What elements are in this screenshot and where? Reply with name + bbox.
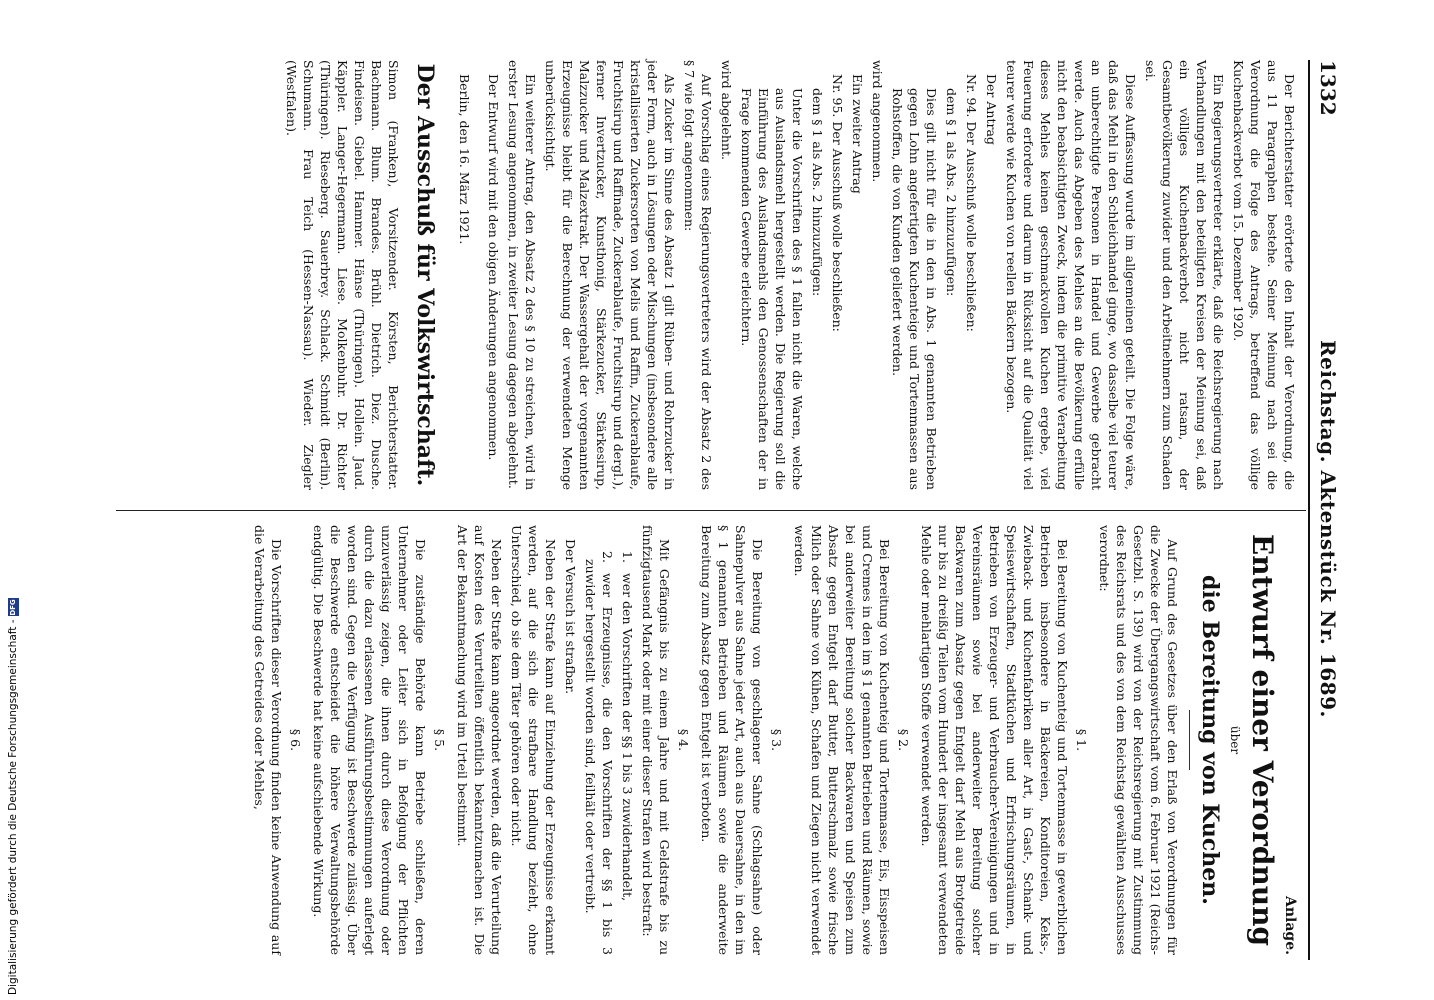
motion-heading: Nr. 94. Der Ausschuß wolle beschließen:	[964, 74, 979, 332]
list-item	[582, 525, 616, 955]
running-title: Reichstag. Aktenstück Nr. 1689.	[1316, 340, 1340, 718]
paragraph: Diese Auffassung wurde im allgemeinen geteilt. Die Folge wäre, daß das Mehl in den Schleichhandel ginge, wo dasselbe viel teurer an unberechtigte Personen in Handel und Gewerbe gebracht werde. Auch das Abgeben des Mehles an die Bevölkerung erfülle nicht den beabsichtigten Zweck, indem die primitive Verarbeitung dieses Mehles keinen geschmackvollen Kuchen ergebe, viel Feuerung erfordere und darum in Rücksicht auf die Qualität viel teurer werde wie Kuchen von reellen Bäckern bezogen.	[1004, 60, 1138, 490]
section-number: § 3.	[769, 728, 784, 752]
section-number: § 6.	[288, 728, 303, 752]
annex-label: Anlage.	[1282, 895, 1298, 955]
title-rule	[1189, 710, 1190, 770]
section-text: Die Vorschriften dieser Verordnung finden keine Anwendung auf die Verarbeitung des Getreides oder Mehles,	[252, 525, 284, 955]
left-column	[280, 60, 1298, 490]
committee-members: Simon (Franken), Vorsitzender. Körsten, Berichterstatter. Bachmann. Blum. Brandes. Brühl. Dietrich. Diez. Dusche. Findeisen. Giebel. Hammer. Hänse (Thüringen). Hollein. Jaud. Käppler. Langer-Hegermann. Liese. Molkenbuhr. Dr. Richter (Thüringen). Rieseberg. Sauerbrey. Schlack. Schmidt (Berlin). Schumann. Frau Teich (Hessen-Nassau). Wieder. Ziegler (Westfalen).	[284, 60, 401, 490]
date-line: Berlin, den 16. März 1921.	[457, 74, 472, 245]
motion-text: Unter die Vorschriften des § 1 fallen nicht die Waren, welche aus Auslandsmehl hergestellt werden. Die Regierung soll die Einführung des Auslandsmehls den Genossenschaften der in Frage kommenden Gewerbe erleichtern.	[739, 88, 805, 490]
right-column	[248, 525, 1298, 955]
dfg-logo: DFG	[8, 599, 17, 616]
section-text: Mit Gefängnis bis zu einem Jahre und mit Geldstrafe bis zu fünfzigtausend Mark oder mit einer dieser Strafen wird bestraft:	[640, 525, 672, 955]
paragraph: Ein Regierungsvertreter erklärte, daß die Reichsregierung nach Verhandlungen mit den beteiligten Kreisen der Meinung sei, daß ein völliges Kuchenbackverbot nicht ratsam, der Gesamtbevölkerung zuwider und den Arbeitnehmern zum Schaden sei.	[1143, 60, 1226, 490]
section-text: Der Versuch ist strafbar.	[563, 539, 578, 695]
paragraph: Der Entwurf wird mit den obigen Änderungen angenommen.	[486, 74, 501, 461]
motion-instruction: dem § 1 als Abs. 2 hinzuzufügen:	[810, 88, 825, 297]
paragraph: Auf Vorschlag eines Regierungsvertreters wird der Absatz 2 des § 7 wie folgt angenommen:	[682, 60, 714, 490]
section-text: Bei Bereitung von Kuchenteig und Tortenmasse, Eis, Eisspeisen und Cremes in den im § 1 genannten Betrieben und Räumen, sowie bei anderweiter Bereitung solcher Backwaren und Speisen zum Absatz gegen Entgelt darf Butter, Butterschmalz sowie frische Milch oder Sahne von Kühen, Schafen und Ziegen nicht verwendet werden.	[792, 525, 892, 955]
section-number: § 2.	[896, 728, 911, 752]
decree-title: Entwurf einer Verordnung	[1246, 533, 1279, 947]
paragraph: Ein weiterer Antrag, den Absatz 2 des § 10 zu streichen, wird in erster Lesung angenommen, in zweiter Lesung dagegen abgelehnt.	[506, 60, 538, 490]
paragraph: wird angenommen.	[870, 60, 885, 183]
preamble: Auf Grund des Gesetzes über den Erlaß von Verordnungen für die Zwecke der Übergangswirtschaft vom 6. Februar 1921 (Reichs-Gesetzbl. S. 139) wird von der Reichsregierung mit Zustimmung des Reichsrats und des von dem Reichstag gewählten Ausschusses verordnet:	[1097, 525, 1180, 955]
paragraph: Als Zucker im Sinne des Absatz 1 gilt Rüben- und Rohrzucker in jeder Form, auch in Lösungen oder Mischungen (insbesondere alle kristallisierten Zuckersorten von Melis und Raffin, Zuckerablaufe, Fruchtsirup und Raffinade, Zuckerablaufe, Fruchtsirup und dergl.), ferner Invertzucker, Kunsthonig, Stärkezucker, Stärkesirup, Malzzucker und Malzextrakt. Der Wassergehalt der vorgenannten Erzeugnisse bleibt für die Berechnung der verwendeten Menge unberücksichtigt.	[543, 60, 677, 490]
decree-subtitle: die Bereitung von Kuchen.	[1197, 575, 1223, 905]
list-number: 1.	[620, 551, 635, 563]
paragraph: Ein zweiter Antrag	[850, 74, 865, 194]
list-number: 2.	[600, 551, 615, 563]
section-text: Bei Bereitung von Kuchenteig und Tortenmasse in gewerblichen Betrieben insbesondere in Bäckereien, Konditoreien, Keks-, Zwieback- und Kuchenfabriken aller Art, in Gast-, Schank- und Speisewirtschaften, Stadtküchen und Erfrischungsräumen, in Betrieben von Erzeuger- und Verbraucher-Vereinigungen und in Vereinsräumen sowie bei anderweiter Bereitung solcher Backwaren zum Absatz gegen Entgelt darf Mehl aus Brotgetreide nur bis zu dreißig Teilen vom Hundert der insgesamt verwendeten Mehle oder mehlartigen Stoffe verwendet werden.	[919, 525, 1070, 955]
motion-heading: Nr. 95. Der Ausschuß wolle beschließen:	[830, 74, 845, 332]
section-number: § 5.	[432, 728, 447, 752]
credit-text: Digitalisierung gefördert durch die Deutsche Forschungsgemeinschaft -	[7, 619, 19, 995]
section-text: Neben der Strafe kann angeordnet werden, daß die Verurteilung auf Kosten des Verurteilten öffentlich bekanntzumachen ist. Die Art der Bekanntmachung wird im Urteil bestimmt.	[455, 525, 504, 955]
list-text: wer Erzeugnisse, die den Vorschriften der §§ 1 bis 3 zuwider hergestellt worden sind, feilhält oder vertreibt.	[583, 559, 615, 955]
list-item	[619, 525, 636, 955]
page-number: 1332	[1316, 60, 1340, 116]
running-head	[1308, 60, 1340, 960]
motion-instruction: dem § 1 als Abs. 2 hinzuzufügen:	[944, 88, 959, 297]
section-text: Neben der Strafe kann auf Einziehung der Erzeugnisse erkannt werden, auf die sich die strafbare Handlung bezieht, ohne Unterschied, ob sie dem Täter gehören oder nicht.	[509, 525, 558, 955]
section-number: § 4.	[676, 728, 691, 752]
paragraph: Der Antrag	[984, 74, 999, 145]
section-text: Die Bereitung von geschlagener Sahne (Schlagsahne) oder Sahnepulver aus Sahne jeder Art, auch aus Dauersahne, in den im § 1 genannten Betrieben und Räumen sowie die anderweite Bereitung zum Absatz gegen Entgelt ist verboten.	[699, 525, 765, 955]
document-page	[100, 60, 1340, 960]
list-text: wer den Vorschriften der §§ 1 bis 3 zuwiderhandelt,	[620, 573, 635, 902]
paragraph: Der Berichterstatter erörterte den Inhalt der Verordnung, die aus 11 Paragraphen bestehe. Seiner Meinung nach sei die Verordnung die Folge des Antrags, betreffend das völlige Kuchenbackverbot vom 15. Dezember 1920.	[1231, 60, 1297, 490]
decree-connector: über	[1228, 725, 1242, 755]
section-text: Die zuständige Behörde kann Betriebe schließen, deren Unternehmer oder Leiter sich in Befolgung der Pflichten unzuverlässig zeigen, die ihnen durch diese Verordnung oder durch die dazu erlassenen Ausführungsbestimmungen auferlegt worden sind. Gegen die Verfügung ist Beschwerde zulässig. Über die Beschwerde entscheidet die höhere Verwaltungsbehörde endgültig. Die Beschwerde hat keine aufschiebende Wirkung.	[311, 525, 428, 955]
motion-text: Dies gilt nicht für die in den in Abs. 1 genannten Betrieben gegen Lohn angefertigten Kuchenteige und Tortenmassen aus Rohstoffen, die von Kunden geliefert werden.	[890, 88, 939, 490]
section-number: § 1.	[1074, 728, 1089, 752]
committee-heading: Der Ausschuß für Volkswirtschaft.	[412, 63, 438, 487]
paragraph: wird abgelehnt.	[719, 60, 734, 160]
digitization-credit	[6, 599, 20, 995]
column-divider	[116, 510, 1306, 511]
